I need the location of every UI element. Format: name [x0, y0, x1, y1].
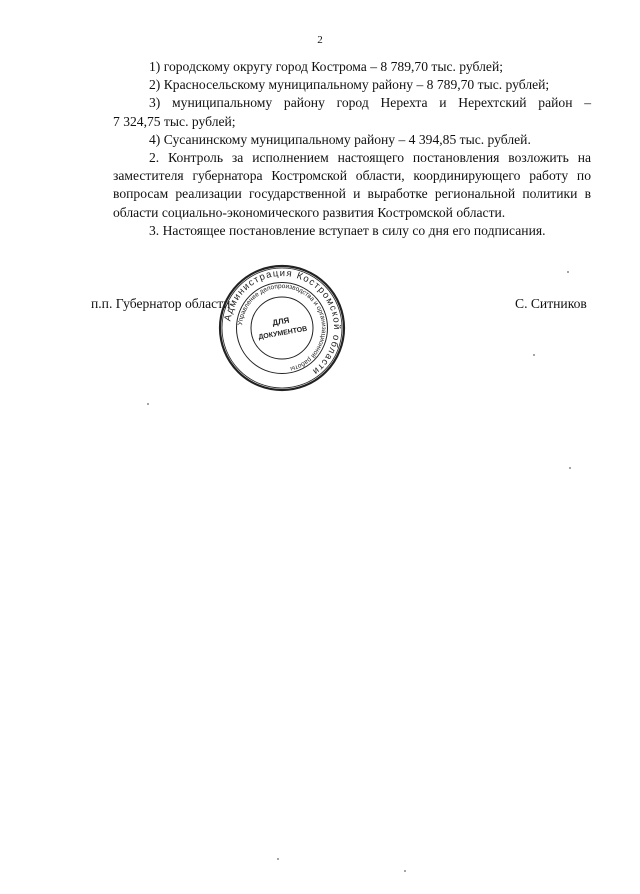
paragraph-control-clause: 2. Контроль за исполнением настоящего постановления возложить на заместителя губернатора Костромской области, координирующего работу по вопросам реализации государственной и выработке региональной политики в области социально-экономического развития Костромской области. — [113, 150, 591, 220]
signature-title: п.п. Губернатор области — [91, 296, 231, 311]
scan-speck — [277, 858, 279, 860]
paragraph-item-4: 4) Сусанинскому муниципальному району – 4 394,85 тыс. рублей. — [149, 131, 531, 147]
paragraph-item-1: 1) городскому округу город Кострома – 8 789,70 тыс. рублей; — [149, 59, 503, 74]
scan-speck — [567, 271, 569, 273]
scan-speck — [569, 467, 571, 469]
scan-speck — [147, 403, 149, 405]
paragraph-item-3: 3) муниципальному району город Нерехта и Нерехтский район – — [149, 95, 591, 111]
stamp-center-line2: ДОКУМЕНТОВ — [258, 325, 308, 342]
official-stamp — [217, 263, 347, 393]
stamp-outer-text: Администрация Костромской области — [222, 267, 343, 378]
paragraph-item-2: 2) Красносельскому муниципальному району – 8 789,70 тыс. рублей; — [149, 77, 550, 93]
paragraph-effective-clause: 3. Настоящее постановление вступает в силу со дня его подписания. — [149, 222, 546, 238]
stamp-center-line1: ДЛЯ — [271, 315, 291, 328]
scan-speck — [533, 354, 535, 356]
document-body — [113, 58, 591, 240]
stamp-middle-ring — [237, 283, 328, 374]
scan-speck — [404, 870, 406, 872]
signature-name: С. Ситников — [515, 296, 587, 311]
paragraph-item-3-continuation: 7 324,75 тыс. рублей; — [113, 113, 236, 129]
stamp-inner-text: Управление делопроизводства и организационной работы — [237, 282, 328, 373]
page-number: 2 — [317, 34, 323, 46]
